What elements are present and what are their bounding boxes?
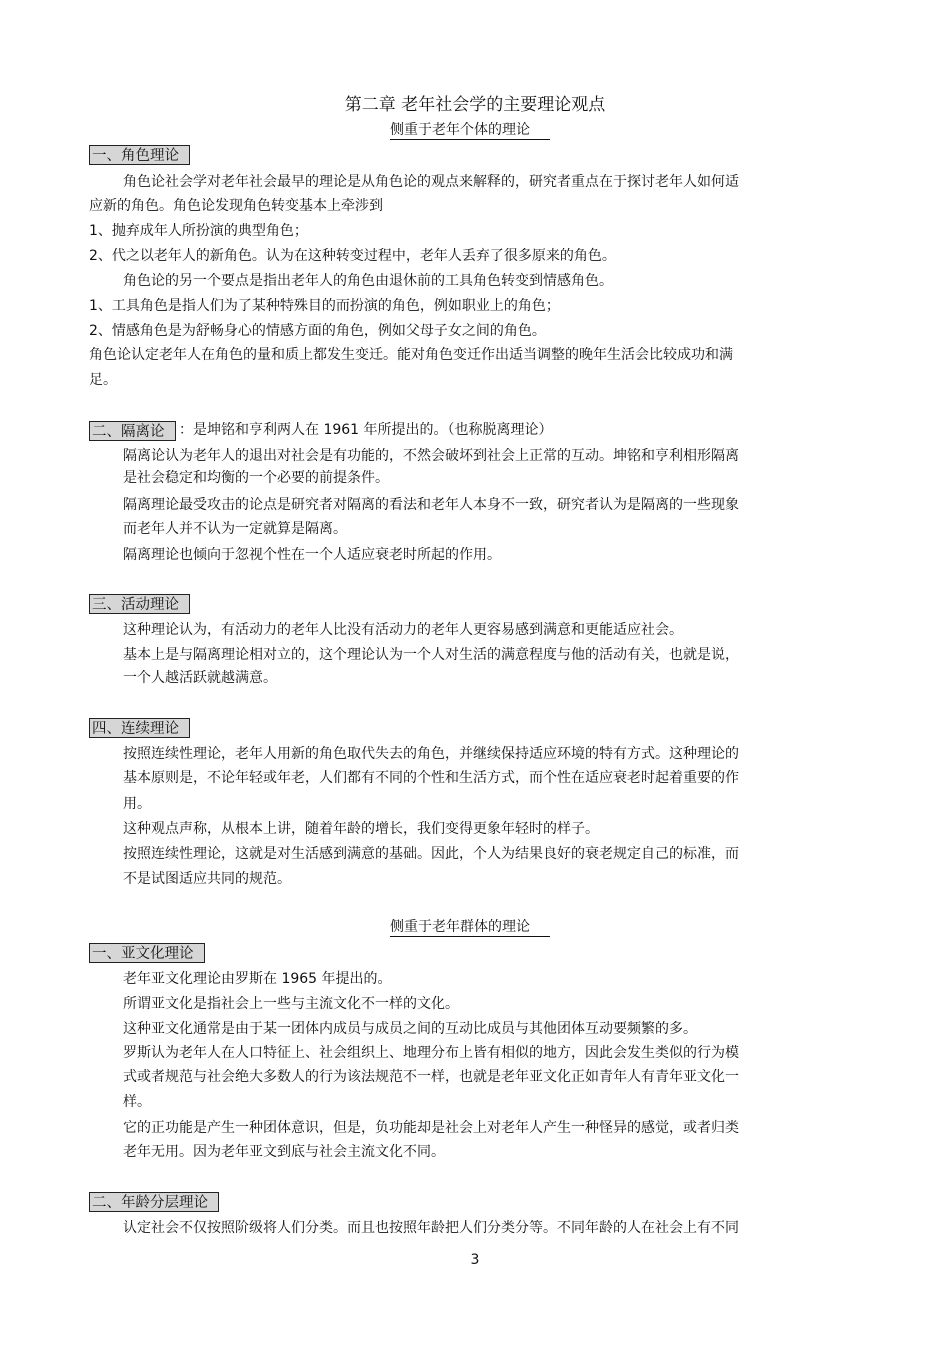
text-line: 是社会稳定和均衡的一个必要的前提条件。 <box>123 470 389 486</box>
text-line: 角色论的另一个要点是指出老年人的角色由退休前的工具角色转变到情感角色。 <box>123 273 613 289</box>
text-line: 一个人越活跃就越满意。 <box>123 670 277 686</box>
text-line: 所谓亚文化是指社会上一些与主流文化不一样的文化。 <box>123 996 459 1012</box>
text-line: 认定社会不仅按照阶级将人们分类。而且也按照年龄把人们分类分等。不同年龄的人在社会上有不同 <box>123 1220 739 1236</box>
text-line: 2、情感角色是为舒畅身心的情感方面的角色，例如父母子女之间的角色。 <box>89 323 546 339</box>
heading-note: ：是坤铭和亨利两人在 1961 年所提出的。（也称脱离理论） <box>179 422 553 438</box>
text-line: 按照连续性理论，老年人用新的角色取代失去的角色，并继续保持适应环境的特有方式。这种理论的 <box>123 746 739 762</box>
text-line: 基本原则是，不论年轻或年老，人们都有不同的个性和生活方式，而个性在适应衰老时起着重要的作 <box>123 770 739 786</box>
text-line: 隔离理论最受攻击的论点是研究者对隔离的看法和老年人本身不一致，研究者认为是隔离的一些现象 <box>123 497 739 513</box>
heading-disengagement-theory: 二、隔离论 <box>89 421 176 441</box>
text-line: 1、工具角色是指人们为了某种特殊目的而扮演的角色，例如职业上的角色； <box>89 298 560 314</box>
text-line: 这种观点声称，从根本上讲，随着年龄的增长，我们变得更象年轻时的样子。 <box>123 821 599 837</box>
heading-activity-theory: 三、活动理论 <box>89 594 190 614</box>
text-line: 这种亚文化通常是由于某一团体内成员与成员之间的互动比成员与其他团体互动要频繁的多。 <box>123 1021 697 1037</box>
heading-role-theory: 一、角色理论 <box>89 145 190 165</box>
text-line: 隔离理论也倾向于忽视个性在一个人适应衰老时所起的作用。 <box>123 547 501 563</box>
chapter-title: 第二章 老年社会学的主要理论观点 <box>344 95 606 115</box>
text-line: 应新的角色。角色论发现角色转变基本上牵涉到 <box>89 198 383 214</box>
text-line: 隔离论认为老年人的退出对社会是有功能的，不然会破坏到社会上正常的互动。坤铭和亨利相形隔离 <box>123 448 739 464</box>
text-line: 2、代之以老年人的新角色。认为在这种转变过程中，老年人丢弃了很多原来的角色。 <box>89 248 616 264</box>
text-line: 而老年人并不认为一定就算是隔离。 <box>123 521 347 537</box>
text-line: 足。 <box>89 372 117 388</box>
text-line: 不是试图适应共同的规范。 <box>123 871 291 887</box>
heading-subculture-theory: 一、亚文化理论 <box>89 943 205 963</box>
text-line: 角色论社会学对老年社会最早的理论是从角色论的观点来解释的，研究者重点在于探讨老年人如何适 <box>123 174 739 190</box>
text-line: 基本上是与隔离理论相对立的，这个理论认为一个人对生活的满意程度与他的活动有关，也就是说， <box>123 647 739 663</box>
subtitle-individual: 侧重于老年个体的理论 <box>390 121 550 140</box>
text-line: 罗斯认为老年人在人口特征上、社会组织上、地理分布上皆有相似的地方，因此会发生类似的行为模 <box>123 1045 739 1061</box>
text-line: 它的正功能是产生一种团体意识，但是，负功能却是社会上对老年人产生一种怪异的感觉，或者归类 <box>123 1120 739 1136</box>
heading-age-stratification-theory: 二、年龄分层理论 <box>89 1192 219 1212</box>
text-line: 这种理论认为，有活动力的老年人比没有活动力的老年人更容易感到满意和更能适应社会。 <box>123 622 683 638</box>
text-line: 老年亚文化理论由罗斯在 1965 年提出的。 <box>123 971 392 987</box>
text-line: 1、抛弃成年人所扮演的典型角色； <box>89 223 308 239</box>
text-line: 样。 <box>123 1094 151 1110</box>
text-line: 式或者规范与社会绝大多数人的行为该法规范不一样，也就是老年亚文化正如青年人有青年亚文化一 <box>123 1069 739 1085</box>
text-line: 角色论认定老年人在角色的量和质上都发生变迁。能对角色变迁作出适当调整的晚年生活会比较成功和满 <box>89 347 733 363</box>
text-line: 按照连续性理论，这就是对生活感到满意的基础。因此，个人为结果良好的衰老规定自己的标准，而 <box>123 846 739 862</box>
page-number: 3 <box>470 1252 480 1268</box>
heading-continuity-theory: 四、连续理论 <box>89 718 190 738</box>
text-line: 用。 <box>123 796 151 812</box>
subtitle-group: 侧重于老年群体的理论 <box>390 918 550 937</box>
text-line: 老年无用。因为老年亚文到底与社会主流文化不同。 <box>123 1144 445 1160</box>
